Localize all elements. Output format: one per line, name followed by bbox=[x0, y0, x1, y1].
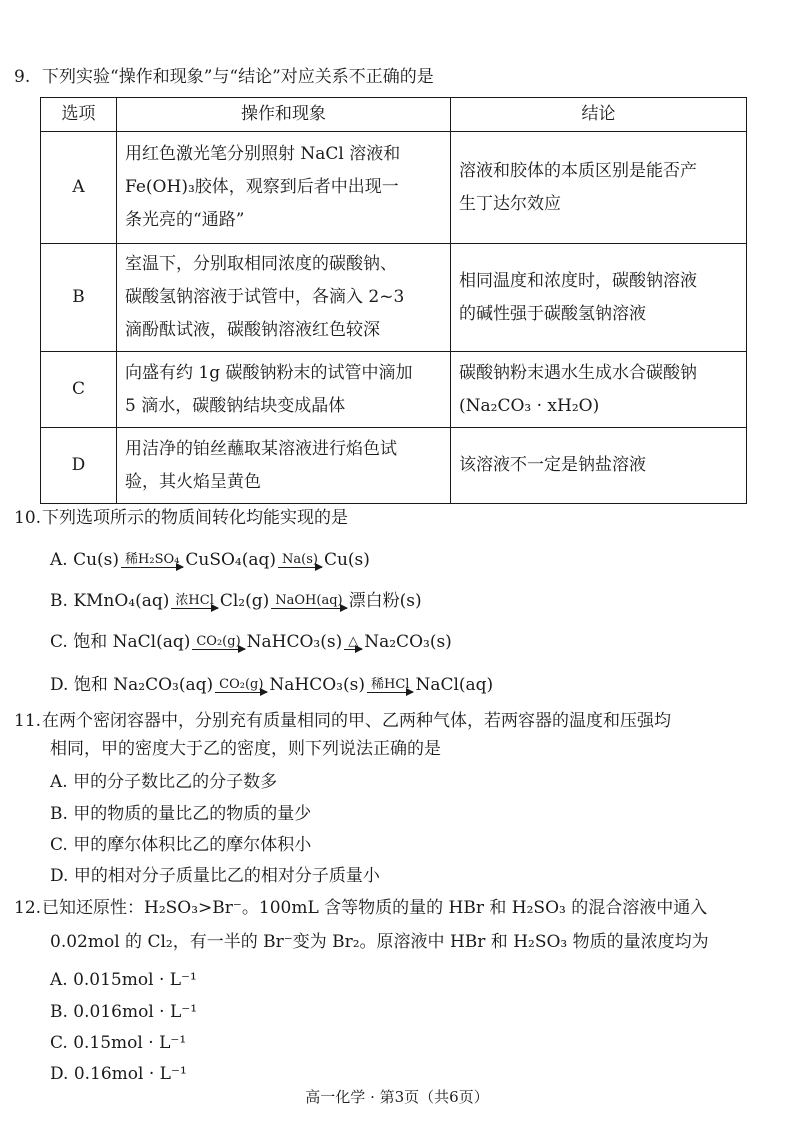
row-label: D bbox=[41, 428, 117, 504]
question-12 bbox=[14, 893, 784, 923]
q11-option-d: D. 甲的相对分子质量比乙的相对分子质量小 bbox=[50, 866, 380, 886]
reaction-condition: 浓HCl bbox=[175, 593, 214, 608]
reaction-arrow bbox=[278, 553, 322, 568]
reaction-condition: 稀H₂SO₄ bbox=[125, 552, 180, 567]
q11-option-b: B. 甲的物质的量比乙的物质的量少 bbox=[50, 804, 312, 824]
reaction-arrow bbox=[121, 553, 183, 568]
reaction-arrow bbox=[271, 594, 346, 609]
option-letter: B. bbox=[50, 591, 68, 611]
conclusion-cell bbox=[451, 132, 747, 244]
conclusion-line: 的碱性强于碳酸氢钠溶液 bbox=[459, 303, 646, 324]
table-row-c bbox=[41, 352, 747, 428]
table-header-row bbox=[41, 98, 747, 132]
question-10 bbox=[14, 503, 784, 533]
question-stem-continued: 相同，甲的密度大于乙的密度，则下列说法正确的是 bbox=[50, 739, 441, 759]
q11-option-a: A. 甲的分子数比乙的分子数多 bbox=[50, 772, 278, 792]
header-option: 选项 bbox=[41, 98, 117, 132]
arrow-icon bbox=[367, 692, 413, 693]
reaction-condition: △ bbox=[348, 634, 359, 649]
species: Cu(s) bbox=[323, 550, 370, 570]
operation-line: Fe(OH)₃胶体，观察到后者中出现一 bbox=[125, 177, 399, 197]
species: 饱和 Na₂CO₃(aq) bbox=[73, 675, 214, 695]
operation-line: 碳酸氢钠溶液于试管中，各滴入 2~3 bbox=[125, 287, 405, 307]
experiment-table bbox=[40, 97, 747, 504]
operation-line: 验，其火焰呈黄色 bbox=[125, 471, 261, 492]
operation-line: 室温下，分别取相同浓度的碳酸钠、 bbox=[125, 254, 397, 274]
header-operation: 操作和现象 bbox=[117, 98, 451, 132]
reaction-arrow bbox=[344, 635, 362, 650]
reaction-arrow bbox=[192, 635, 244, 650]
species: 饱和 NaCl(aq) bbox=[73, 632, 191, 652]
conclusion-line: 该溶液不一定是钠盐溶液 bbox=[459, 455, 646, 475]
reaction-condition: 稀HCl bbox=[371, 677, 410, 692]
conclusion-cell bbox=[451, 428, 747, 504]
arrow-icon bbox=[192, 649, 244, 650]
q10-option-b bbox=[50, 586, 422, 616]
row-label: C bbox=[41, 352, 117, 428]
operation-cell bbox=[117, 132, 451, 244]
arrow-icon bbox=[271, 608, 346, 609]
table-row-d bbox=[41, 428, 747, 504]
question-stem: 下列选项所示的物质间转化均能实现的是 bbox=[42, 508, 348, 528]
row-label: A bbox=[41, 132, 117, 244]
operation-line: 用红色激光笔分别照射 NaCl 溶液和 bbox=[125, 144, 401, 164]
question-number: 11. bbox=[14, 711, 42, 731]
species: NaHCO₃(s) bbox=[246, 632, 343, 652]
q11-option-c: C. 甲的摩尔体积比乙的摩尔体积小 bbox=[50, 835, 312, 855]
question-9 bbox=[14, 62, 784, 92]
conclusion-line: 相同温度和浓度时，碳酸钠溶液 bbox=[459, 270, 697, 291]
page-footer: 高一化学 · 第3页（共6页） bbox=[305, 1088, 489, 1106]
operation-line: 条光亮的“通路” bbox=[125, 210, 245, 230]
reaction-condition: CO₂(g) bbox=[196, 634, 241, 649]
table-row-b bbox=[41, 244, 747, 352]
option-letter: A. bbox=[50, 550, 68, 570]
operation-cell bbox=[117, 428, 451, 504]
table-row-a bbox=[41, 132, 747, 244]
q12-option-c: C. 0.15mol · L⁻¹ bbox=[50, 1033, 187, 1053]
question-stem-continued: 0.02mol 的 Cl₂，有一半的 Br⁻变为 Br₂。原溶液中 HBr 和 H₂SO₃ 物质的量浓度均为 bbox=[50, 932, 709, 952]
arrow-icon bbox=[215, 692, 267, 693]
arrow-icon bbox=[278, 567, 322, 568]
option-letter: D. bbox=[50, 675, 69, 695]
question-stem: 在两个密闭容器中，分别充有质量相同的甲、乙两种气体，若两容器的温度和压强均 bbox=[42, 711, 671, 731]
conclusion-cell bbox=[451, 352, 747, 428]
species: Cu(s) bbox=[73, 550, 120, 570]
operation-line: 向盛有约 1g 碳酸钠粉末的试管中滴加 bbox=[125, 362, 413, 383]
option-letter: C. bbox=[50, 632, 68, 652]
reaction-arrow bbox=[171, 594, 217, 609]
operation-line: 滴酚酞试液，碳酸钠溶液红色较深 bbox=[125, 320, 380, 340]
q12-option-b: B. 0.016mol · L⁻¹ bbox=[50, 1002, 198, 1022]
arrow-icon bbox=[171, 608, 217, 609]
q10-option-a bbox=[50, 545, 370, 575]
species: KMnO₄(aq) bbox=[73, 591, 170, 611]
operation-line: 5 滴水，碳酸钠结块变成晶体 bbox=[125, 395, 346, 416]
reaction-arrow bbox=[367, 678, 413, 693]
reaction-condition: NaOH(aq) bbox=[275, 593, 343, 608]
operation-cell bbox=[117, 352, 451, 428]
q10-option-d bbox=[50, 670, 493, 700]
q10-option-c bbox=[50, 627, 452, 657]
conclusion-line: 溶液和胶体的本质区别是能否产 bbox=[459, 160, 697, 181]
operation-cell bbox=[117, 244, 451, 352]
species: Cl₂(g) bbox=[219, 591, 270, 611]
reaction-condition: Na(s) bbox=[282, 552, 318, 567]
conclusion-line: 碳酸钠粉末遇水生成水合碳酸钠 bbox=[459, 362, 697, 383]
row-label: B bbox=[41, 244, 117, 352]
species: CuSO₄(aq) bbox=[185, 550, 277, 570]
question-number: 10. bbox=[14, 508, 42, 528]
reaction-arrow bbox=[215, 678, 267, 693]
header-conclusion: 结论 bbox=[451, 98, 747, 132]
question-stem: 下列实验“操作和现象”与“结论”对应关系不正确的是 bbox=[42, 67, 434, 87]
q12-option-d: D. 0.16mol · L⁻¹ bbox=[50, 1064, 187, 1084]
species: NaCl(aq) bbox=[415, 675, 494, 695]
conclusion-cell bbox=[451, 244, 747, 352]
question-stem: 已知还原性：H₂SO₃>Br⁻。100mL 含等物质的量的 HBr 和 H₂SO₃ 的混合溶液中通入 bbox=[42, 898, 708, 918]
species: Na₂CO₃(s) bbox=[364, 632, 452, 652]
arrow-icon bbox=[344, 649, 362, 650]
conclusion-line: 生丁达尔效应 bbox=[459, 193, 561, 214]
species: NaHCO₃(s) bbox=[269, 675, 365, 695]
question-number: 9. bbox=[14, 67, 31, 87]
question-number: 12. bbox=[14, 898, 42, 918]
conclusion-line: (Na₂CO₃ · xH₂O) bbox=[459, 395, 600, 416]
question-11 bbox=[14, 706, 784, 736]
species: 漂白粉(s) bbox=[348, 591, 422, 611]
arrow-icon bbox=[121, 567, 183, 568]
operation-line: 用洁净的铂丝蘸取某溶液进行焰色试 bbox=[125, 438, 397, 459]
reaction-condition: CO₂(g) bbox=[219, 677, 264, 692]
q12-option-a: A. 0.015mol · L⁻¹ bbox=[50, 970, 197, 990]
